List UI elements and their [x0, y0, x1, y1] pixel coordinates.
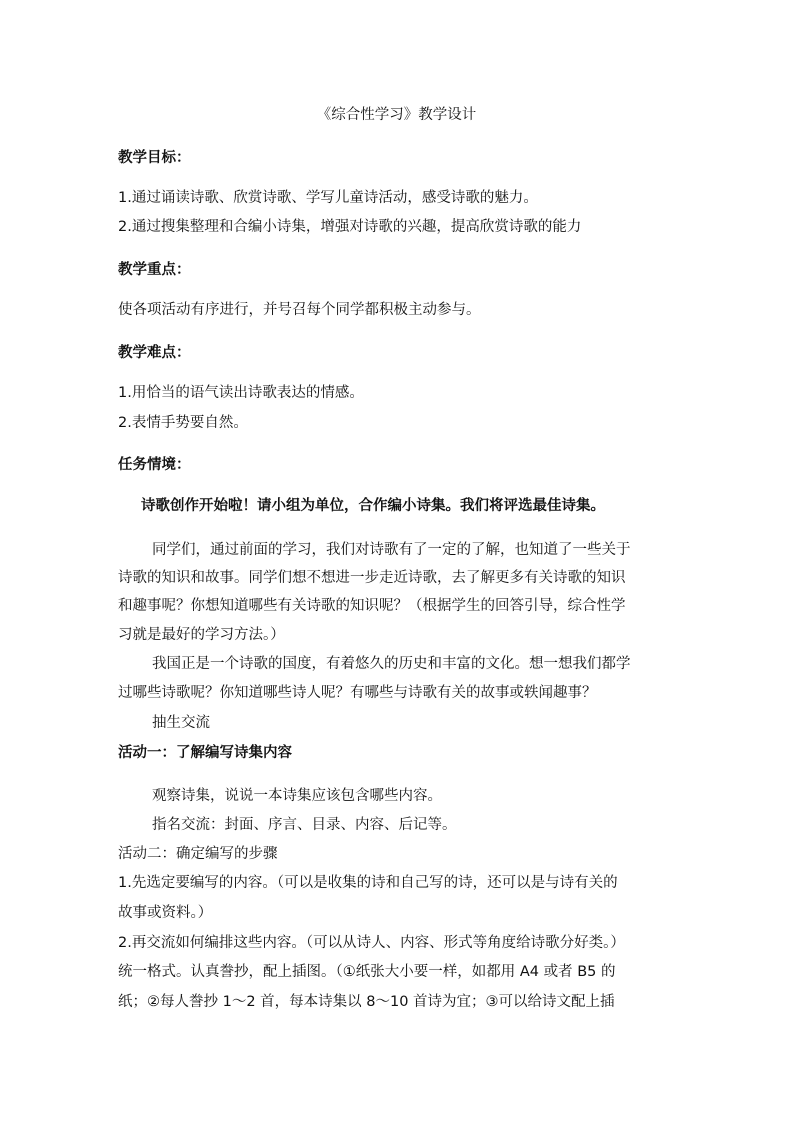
paragraph-line: 我国正是一个诗歌的国度，有着悠久的历史和丰富的文化。想一想我们都学 [152, 656, 631, 672]
activity2-line: 纸；②每人誊抄 1～2 首，每本诗集以 8～10 首诗为宜；③可以给诗文配上插 [118, 994, 615, 1010]
activity2-heading: 活动二：确定编写的步骤 [118, 846, 278, 862]
paragraph-line: 抽生交流 [152, 715, 210, 731]
difficulty-item: 1.用恰当的语气读出诗歌表达的情感。 [118, 385, 364, 401]
paragraph-line: 诗歌的知识和故事。同学们想不想进一步走近诗歌，去了解更多有关诗歌的知识 [118, 570, 626, 586]
difficulties-heading: 教学难点： [118, 345, 191, 361]
key-points-heading: 教学重点： [118, 262, 191, 278]
objective-item: 1.通过诵读诗歌、欣赏诗歌、学写儿童诗活动，感受诗歌的魅力。 [118, 190, 538, 206]
paragraph-line: 同学们，通过前面的学习，我们对诗歌有了一定的了解，也知道了一些关于 [152, 542, 631, 558]
activity1-heading: 活动一：了解编写诗集内容 [118, 745, 292, 761]
scenario-heading: 任务情境： [118, 457, 191, 473]
activity2-line: 2.再交流如何编排这些内容。（可以从诗人、内容、形式等角度给诗歌分好类。） [118, 935, 625, 951]
objectives-heading: 教学目标： [118, 150, 191, 166]
key-points-text: 使各项活动有序进行，并号召每个同学都积极主动参与。 [118, 302, 481, 318]
activity1-line: 指名交流：封面、序言、目录、内容、后记等。 [152, 817, 457, 833]
activity1-line: 观察诗集，说说一本诗集应该包含哪些内容。 [152, 788, 442, 804]
paragraph-line: 过哪些诗歌呢？你知道哪些诗人呢？有哪些与诗歌有关的故事或轶闻趣事？ [118, 685, 597, 701]
difficulty-item: 2.表情手势要自然。 [118, 415, 248, 431]
activity2-line: 1.先选定要编写的内容。（可以是收集的诗和自己写的诗，还可以是与诗有关的 [118, 875, 618, 891]
paragraph-line: 习就是最好的学习方法。） [118, 627, 285, 643]
objective-item: 2.通过搜集整理和合编小诗集，增强对诗歌的兴趣，提高欣赏诗歌的能力 [118, 219, 582, 235]
activity2-line: 故事或资料。） [118, 905, 213, 921]
scenario-bold-text: 诗歌创作开始啦！请小组为单位，合作编小诗集。我们将评选最佳诗集。 [141, 498, 605, 514]
paragraph-line: 和趣事呢？你想知道哪些有关诗歌的知识呢？（根据学生的回答引导，综合性学 [118, 598, 626, 614]
document-title: 《综合性学习》教学设计 [316, 107, 477, 123]
activity2-line: 统一格式。认真誊抄，配上插图。（①纸张大小要一样，如都用 A4 或者 B5 的 [118, 964, 616, 980]
